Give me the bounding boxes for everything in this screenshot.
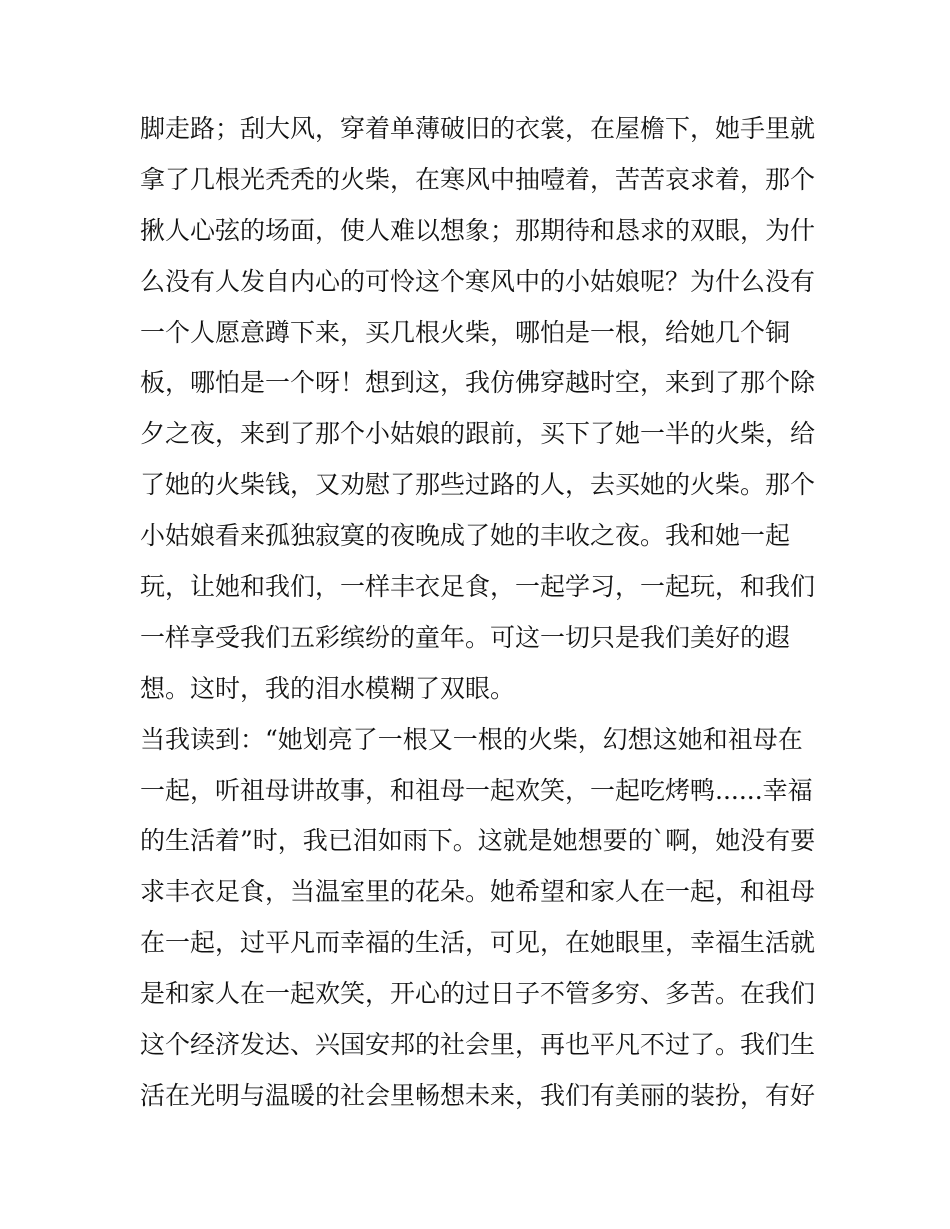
text-line: 一起，听祖母讲故事，和祖母一起欢笑，一起吃烤鸭......幸福 bbox=[140, 775, 813, 805]
text-line: 在一起，过平凡而幸福的生活，可见，在她眼里，幸福生活就 bbox=[140, 928, 816, 958]
text-line: 想。这时，我的泪水模糊了双眼。 bbox=[140, 673, 516, 703]
text-line: 板，哪怕是一个呀！想到这，我仿佛穿越时空，来到了那个除 bbox=[140, 368, 816, 398]
text-line: 是和家人在一起欢笑，开心的过日子不管多穷、多苦。在我们 bbox=[140, 979, 816, 1009]
text-line: 一样享受我们五彩缤纷的童年。可这一切只是我们美好的遐 bbox=[140, 622, 791, 652]
text-line: 了她的火柴钱，又劝慰了那些过路的人，去买她的火柴。那个 bbox=[140, 470, 816, 500]
text-line: 么没有人发自内心的可怜这个寒风中的小姑娘呢？为什么没有 bbox=[140, 266, 816, 296]
text-line: 揪人心弦的场面，使人难以想象；那期待和恳求的双眼，为什 bbox=[140, 215, 816, 245]
text-line: 这个经济发达、兴国安邦的社会里，再也平凡不过了。我们生 bbox=[140, 1030, 816, 1060]
text-line: 一个人愿意蹲下来，买几根火柴，哪怕是一根，给她几个铜 bbox=[140, 317, 791, 347]
text-line: 脚走路；刮大风，穿着单薄破旧的衣裳，在屋檐下，她手里就 bbox=[140, 114, 816, 143]
body-text bbox=[140, 104, 830, 1122]
text-line: 当我读到：“她划亮了一根又一根的火柴，幻想这她和祖母在 bbox=[140, 724, 803, 754]
text-line: 的生活着”时，我已泪如雨下。这就是她想要的`啊，她没有要 bbox=[140, 826, 816, 856]
text-line: 活在光明与温暖的社会里畅想未来，我们有美丽的装扮，有好 bbox=[140, 1080, 816, 1110]
text-line: 小姑娘看来孤独寂寞的夜晚成了她的丰收之夜。我和她一起 bbox=[140, 521, 791, 551]
text-line: 拿了几根光秃秃的火柴，在寒风中抽噎着，苦苦哀求着，那个 bbox=[140, 164, 816, 194]
text-line: 求丰衣足食，当温室里的花朵。她希望和家人在一起，和祖母 bbox=[140, 877, 816, 907]
text-line: 夕之夜，来到了那个小姑娘的跟前，买下了她一半的火柴，给 bbox=[140, 419, 816, 449]
text-line: 玩，让她和我们，一样丰衣足食，一起学习，一起玩，和我们 bbox=[140, 572, 816, 602]
